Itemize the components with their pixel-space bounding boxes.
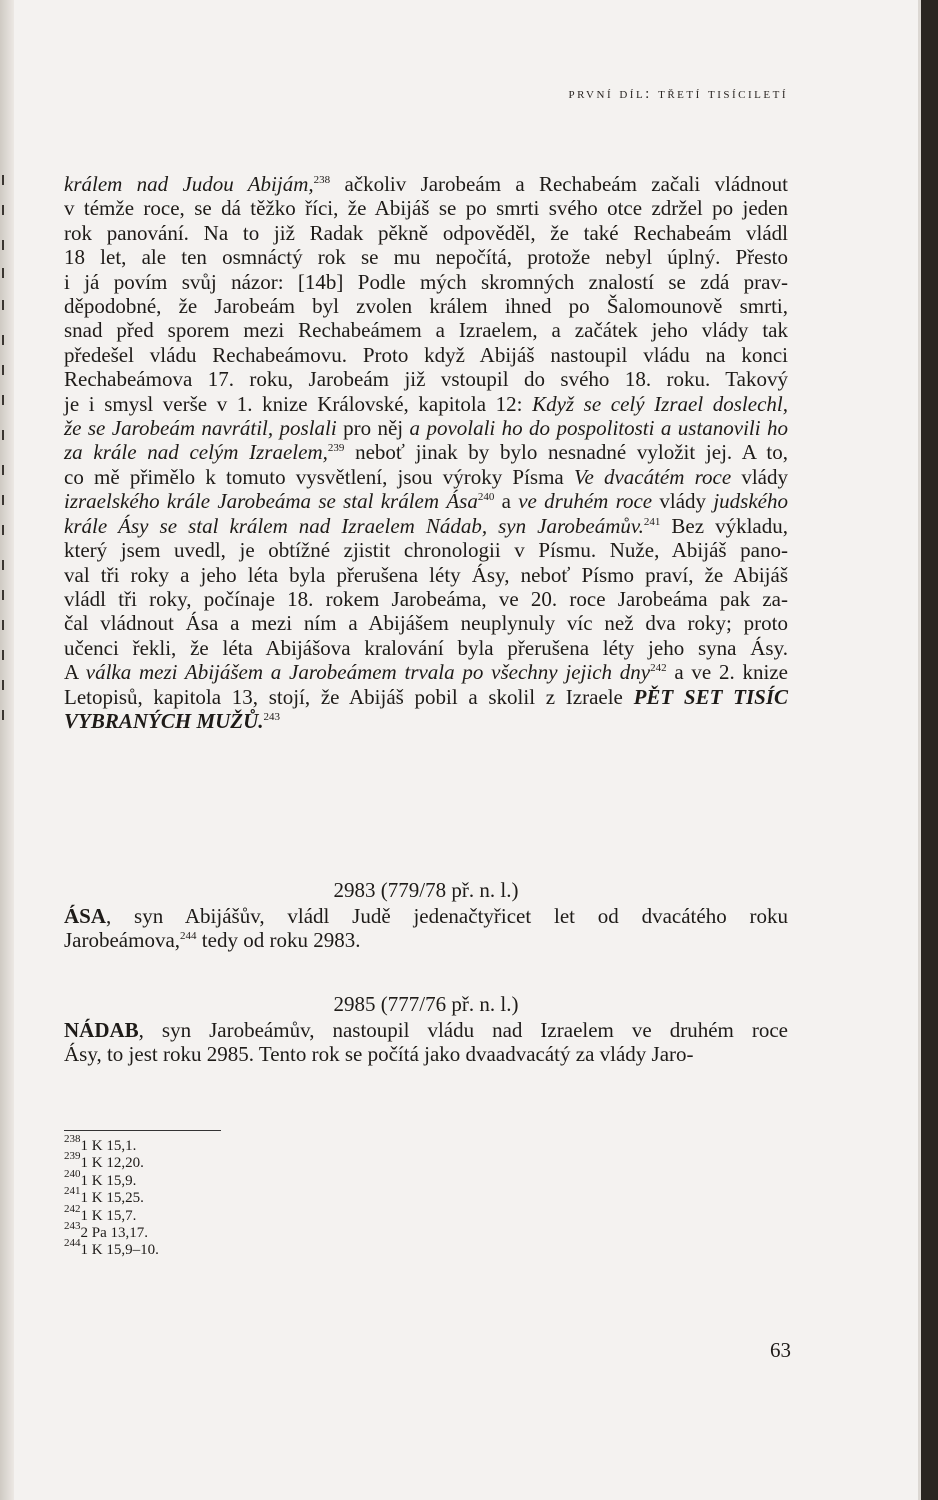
text-run: pro něj (336, 416, 410, 441)
footnote-ref: 240 (477, 491, 495, 504)
footnote-number: 242 (64, 1202, 81, 1215)
body-line (64, 343, 788, 367)
text-run: neboť jinak by bylo nesnadné vyložit jej. A to, (344, 440, 789, 465)
text-run: vlády (731, 464, 788, 489)
text-run: je i smysl verše v 1. knize Královské, kapitola 12: (64, 391, 533, 416)
text-run: co mě přimělo k tomuto vysvětlení, jsou výroky Písma (64, 464, 574, 489)
text-run: , syn Jarobeámův, nastoupil vládu nad Izraelem ve druhém roce (138, 1018, 788, 1042)
text-run: že se Jarobeám navrátil, poslali (64, 416, 337, 441)
text-run: a ve 2. knize (666, 660, 788, 685)
body-line (64, 294, 788, 318)
section-heading-2985: 2985 (777/76 př. n. l.) (333, 992, 519, 1016)
body-line (64, 563, 788, 587)
text-run: snad před sporem mezi Rechabeámem a Izraelem, a začátek jeho vlády tak (64, 318, 788, 343)
section-line (64, 928, 788, 952)
text-run: Rechabeámova 17. roku, Jarobeám již vstoupil do svého 18. roku. Takový (64, 367, 788, 392)
running-header: první díl: třetí tisíciletí (568, 86, 788, 102)
footnote-number: 238 (64, 1133, 81, 1145)
footnote-ref: 239 (327, 442, 345, 455)
text-run: který jsem uvedl, je obtížné zjistit chronologii v Písmu. Nuže, Abijáš pano- (64, 538, 788, 563)
body-line (64, 465, 788, 489)
text-run: Bez výkladu, (660, 513, 788, 538)
text-run: i já povím svůj názor: [14b] Podle mých skromných znalostí se zdá prav- (64, 269, 788, 294)
text-run: A (64, 660, 86, 685)
footnote-reference: 1 K 15,1. (80, 1138, 137, 1154)
footnote-ref: 244 (180, 930, 197, 943)
footnote-number: 243 (64, 1220, 81, 1233)
page-number: 63 (770, 1338, 791, 1362)
text-run: a povolali ho do pospolitosti a ustanovili ho (409, 416, 788, 441)
text-run: vlády (652, 489, 714, 514)
footnote-number: 244 (64, 1237, 81, 1250)
text-run: v témže roce, se dá těžko říci, že Abijáš se po smrti svého otce zdržel po jeden (64, 196, 788, 221)
body-line (64, 221, 788, 245)
text-run: , syn Abijášův, vládl Judě jedenačtyřicet let od dvacátého roku (106, 904, 788, 928)
section-line (64, 904, 788, 928)
section-line (64, 1042, 788, 1066)
text-run: vládl tři roky, počínaje 18. rokem Jarobeáma, ve 20. roce Jarobeáma pak za- (64, 586, 788, 611)
text-run: králem nad Judou Abijám, (64, 172, 314, 196)
text-run: Ásy, to jest roku 2985. Tento rok se počítá jako dvaadvacátý za vlády Jaro- (64, 1042, 694, 1067)
body-line (64, 685, 788, 709)
body-line (64, 245, 788, 269)
body-line (64, 489, 788, 513)
opposite-page-edge (0, 0, 14, 1500)
section-text-2983 (64, 904, 788, 953)
body-line (64, 636, 788, 660)
footnote-ref: 243 (263, 710, 281, 723)
body-line (64, 538, 788, 562)
body-line (64, 367, 788, 391)
body-line (64, 514, 788, 538)
footnote-reference: 1 K 15,7. (80, 1207, 137, 1224)
footnote-number: 240 (64, 1167, 81, 1180)
footnote-reference: 1 K 15,9. (80, 1172, 137, 1189)
body-line (64, 587, 788, 611)
section-text-2985 (64, 1018, 788, 1067)
text-run: předešel vládu Rechabeámovu. Proto když Abijáš nastoupil vládu na konci (64, 342, 788, 367)
footnote-number: 241 (64, 1185, 81, 1198)
body-line (64, 172, 788, 196)
text-run: rok panování. Na to již Radak pěkně odpověděl, že také Rechabeám vládl (64, 220, 788, 245)
body-line (64, 709, 788, 733)
text-run: tedy od roku 2983. (196, 928, 361, 953)
text-run: válka mezi Abijášem a Jarobeámem trvala po všechny jejich dny (85, 660, 651, 685)
text-run: judského (713, 489, 788, 514)
footnote-number: 239 (64, 1150, 81, 1163)
text-run: 18 let, ale ten osmnáctý rok se mu nepočítá, protože nebyl úplný. Přesto (64, 245, 788, 270)
section-line (64, 1018, 788, 1042)
body-line (64, 416, 788, 440)
section-heading-2983: 2983 (779/78 př. n. l.) (333, 878, 519, 902)
text-run: Když se celý Izrael doslechl, (532, 391, 788, 416)
footnote-reference: 1 K 15,9–10. (80, 1242, 159, 1259)
body-line (64, 196, 788, 220)
text-run: VYBRANÝCH MUŽŮ. (64, 708, 264, 733)
text-run: PĚT SET TISÍC (633, 684, 788, 709)
footnote-reference: 1 K 12,20. (80, 1155, 144, 1172)
body-line (64, 318, 788, 342)
footnote-ref: 242 (650, 662, 667, 675)
text-run: Letopisů, kapitola 13, stojí, že Abijáš pobil a skolil z Izraele (64, 684, 634, 709)
text-run: izraelského krále Jarobeáma se stal králem Ása (64, 489, 478, 514)
footnotes (64, 1133, 159, 1260)
text-run: Ve dvacátém roce (573, 464, 732, 489)
text-run: čal vládnout Ása a mezi ním a Abijášem neuplynuly víc než dva roky; proto (64, 611, 788, 636)
footnote (64, 1237, 159, 1259)
footnote-reference: 2 Pa 13,17. (80, 1225, 148, 1242)
text-run: NÁDAB (64, 1018, 139, 1042)
footnote-ref: 241 (643, 515, 661, 528)
text-run: ÁSA (64, 904, 107, 928)
text-run: val tři roky a jeho léta byla přerušena léty Ásy, neboť Písmo praví, že Abijáš (64, 562, 788, 587)
text-run: krále Ásy se stal králem nad Izraelem Nádab, syn Jarobeámův. (64, 513, 644, 538)
footnote-ref: 238 (313, 174, 331, 186)
text-run: ve druhém roce (518, 489, 653, 514)
main-text (64, 172, 788, 733)
text-run: Jarobeámova, (64, 928, 181, 953)
text-run: ačkoliv Jarobeám a Rechabeám začali vládnout (330, 172, 789, 196)
body-line (64, 660, 788, 684)
body-line (64, 270, 788, 294)
text-run: a (494, 489, 519, 514)
text-run: za krále nad celým Izraelem, (64, 440, 328, 465)
footnote-reference: 1 K 15,25. (80, 1190, 144, 1207)
footnote-separator (64, 1130, 221, 1131)
body-line (64, 440, 788, 464)
body-line (64, 392, 788, 416)
text-run: děpodobné, že Jarobeám byl zvolen králem ihned po Šalomounově smrti, (64, 294, 788, 319)
text-run: učenci řekli, že léta Abijášova kralování byla přerušena léty jeho syna Ásy. (64, 635, 788, 660)
body-line (64, 611, 788, 635)
